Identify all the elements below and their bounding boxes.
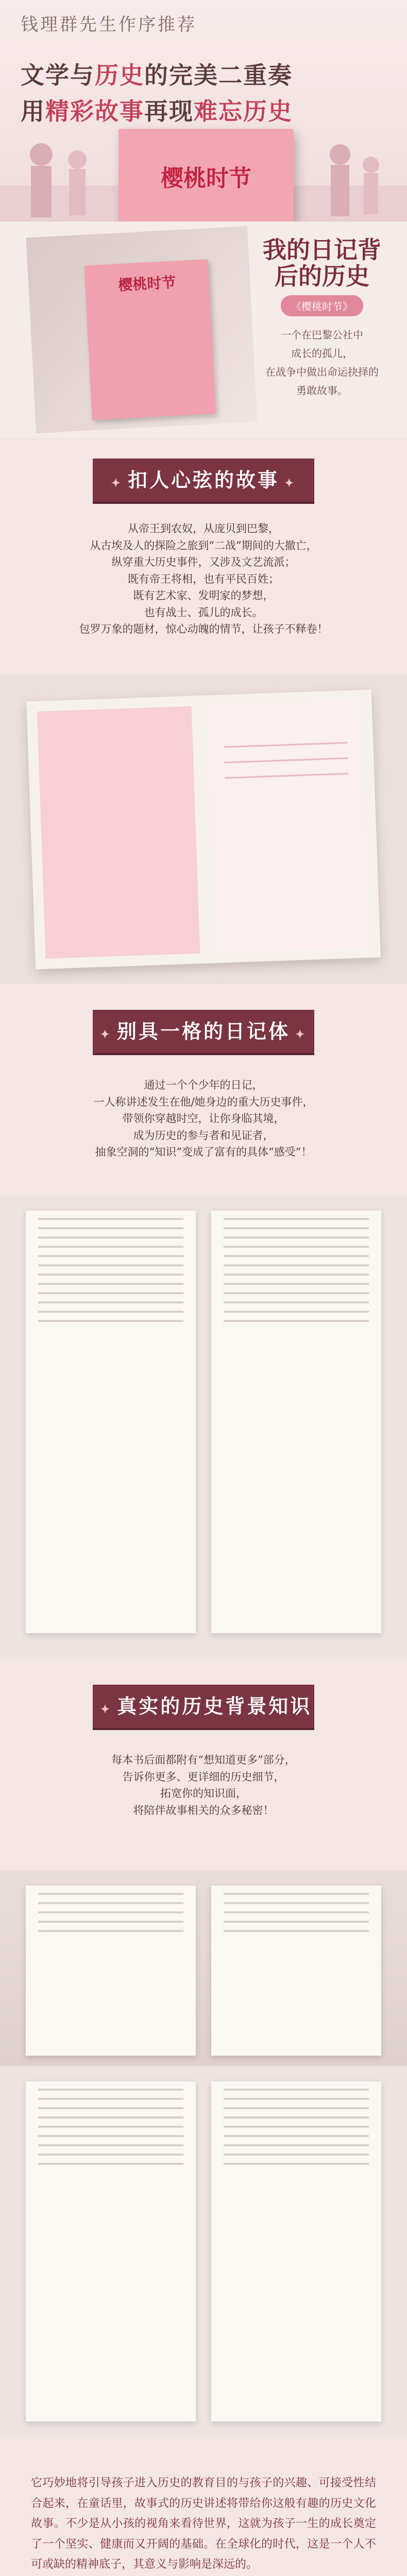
header-section xyxy=(0,0,407,222)
text-line: 将陪伴故事相关的众多秘密！ xyxy=(133,1804,274,1817)
tagline1-pre: 文学 xyxy=(21,61,70,89)
text-line: 每本书后面都附有“想知道更多”部分， xyxy=(111,1754,296,1766)
book-photo xyxy=(26,226,257,433)
text-line: 一人称讲述发生在他/她身边的重大历史事件， xyxy=(93,1095,314,1108)
star-decoration-icon: ✦ xyxy=(295,1028,307,1041)
text-line: 既有帝王将相，也有平民百姓； xyxy=(128,572,279,585)
desc-line: 成长的孤儿， xyxy=(291,347,353,360)
desc-line: 在战争中做出命运抉择的 xyxy=(265,366,379,379)
intro-section xyxy=(0,222,407,438)
text-line: 告诉你更多、更详细的历史细节， xyxy=(122,1770,285,1783)
tagline2-mid: 再现 xyxy=(144,97,194,125)
recommender-line: 钱理群先生作序推荐 xyxy=(21,14,197,35)
desc-line: 勇敢故事。 xyxy=(296,384,348,397)
tagline1-hl: 历史 xyxy=(95,61,144,89)
notes-spread xyxy=(0,1870,407,2066)
text-placeholder-line xyxy=(224,742,347,748)
tagline2-pre: 用 xyxy=(21,97,45,125)
text-line: 从帝王到农奴，从庞贝到巴黎， xyxy=(128,522,279,535)
tagline2-hl2: 难忘历史 xyxy=(194,97,293,125)
recommendation-quote: 它巧妙地将引导孩子进入历史的教育目的与孩子的兴趣、可接受性结合起来，在童话里，故事式的历史讲述将带给你这般有趣的历史文化故事。不少是从小孩的视角来看待世界，这就为孩子一生的成长奠定了一个坚实、健康而又开阔的基础。在全球化的时代，这是一个人不可或缺的精神底子，其意义与影响是深远的。 xyxy=(31,2477,376,2571)
spread-right-page xyxy=(211,1211,381,1633)
section-1-banner-area xyxy=(0,438,407,515)
story-left-page xyxy=(26,2081,196,2421)
section-1-title: 扣人心弦的故事 xyxy=(127,468,279,492)
book-in-photo xyxy=(84,259,215,420)
text-line: 从古埃及人的探险之旅到“二战”期间的大撤亡， xyxy=(90,539,317,552)
tagline1-mid: 与 xyxy=(70,61,95,89)
text-line: 既有艺术家、发明家的梦想， xyxy=(133,589,274,602)
text-line: 包罗万象的题材，惊心动魄的情节，让孩子不释卷！ xyxy=(79,623,328,636)
section-1-banner xyxy=(93,459,314,502)
section-3-text xyxy=(0,1747,407,1870)
quote-section xyxy=(0,2468,407,2576)
star-decoration-icon: ✦ xyxy=(100,1703,112,1716)
text-placeholder-line xyxy=(224,757,348,763)
text-placeholder-line xyxy=(225,773,348,778)
hero-book-cover xyxy=(118,129,294,222)
notes-right-page xyxy=(211,1886,381,2056)
book-photo-title: 樱桃时节 xyxy=(117,274,177,294)
history-notes-photo xyxy=(0,1870,407,2066)
book-title-pill: 《樱桃时节》 xyxy=(281,295,363,316)
text-line: 纵穿重大历史事件，又涉及文艺流派； xyxy=(111,556,296,569)
notes-left-page xyxy=(26,1886,196,2056)
section-1-text xyxy=(0,515,407,675)
text-line: 通过一个个少年的日记， xyxy=(144,1079,263,1091)
hero-book-title: 樱桃时节 xyxy=(161,165,251,192)
book-description xyxy=(263,326,381,400)
section-3-paragraph xyxy=(36,1752,371,1819)
section-1-paragraph xyxy=(36,520,371,638)
text-line: 拓宽你的知识面， xyxy=(160,1787,247,1800)
section-2-paragraph xyxy=(36,1077,371,1161)
text-line: 带领你穿越时空，让你身临其境， xyxy=(122,1112,285,1125)
section-2-banner xyxy=(93,1010,314,1053)
series-brand xyxy=(263,237,381,400)
desc-line: 一个在巴黎公社中 xyxy=(281,329,363,342)
section-2-title: 别具一格的日记体 xyxy=(116,1020,290,1043)
section-2-text xyxy=(0,1072,407,1195)
story-spread-photo xyxy=(0,2066,407,2437)
star-decoration-icon: ✦ xyxy=(100,1028,112,1041)
star-decoration-icon: ✦ xyxy=(284,477,296,490)
tagline-2 xyxy=(21,93,293,127)
star-decoration-icon: ✦ xyxy=(111,477,123,490)
diary-spread-photo xyxy=(0,1195,407,1659)
book-left-page xyxy=(37,706,200,959)
open-book xyxy=(26,689,381,969)
text-line: 成为历史的参与者和见证者， xyxy=(133,1129,274,1142)
section-3-banner-area xyxy=(0,1659,407,1747)
tagline2-hl1: 精彩故事 xyxy=(45,97,144,125)
tagline-1 xyxy=(21,57,293,91)
book-right-page xyxy=(207,700,370,953)
section-3-banner xyxy=(93,1685,314,1728)
text-line: 也有战士、孤儿的成长。 xyxy=(144,606,263,619)
spread-left-page xyxy=(26,1211,196,1633)
text-line: 抽象空洞的“知识”变成了富有的具体“感受”！ xyxy=(95,1146,312,1159)
series-logo: 我的日记背后的历史 xyxy=(263,236,381,290)
story-right-page xyxy=(211,2081,381,2421)
quote-spacer xyxy=(0,2437,407,2468)
tagline1-post: 的完美二重奏 xyxy=(144,61,293,89)
open-book-photo xyxy=(0,675,407,984)
section-2-banner-area xyxy=(0,984,407,1072)
section-3-title: 真实的历史背景知识 xyxy=(117,1694,312,1718)
